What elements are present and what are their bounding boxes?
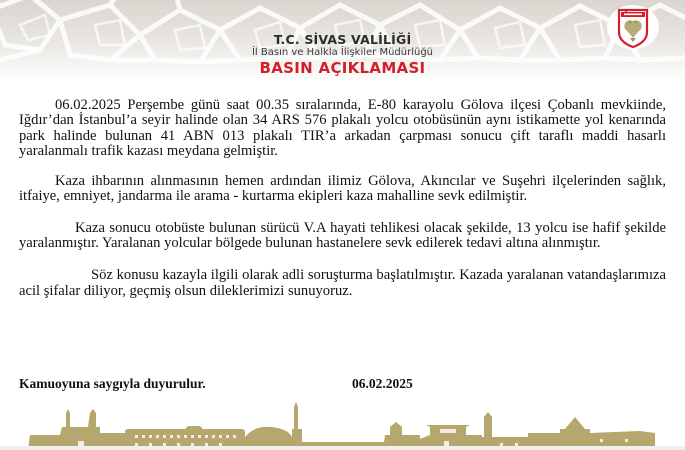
paragraph-line: Çobanlı mevkiinde, Iğdır’dan İstanbul’a seyir halinde olan 34 ARS 576 plakalı <box>19 97 666 129</box>
paragraph-emergency-response <box>19 174 666 205</box>
sivas-city-skyline-icon <box>0 395 685 450</box>
paragraph-line: yolcu otobüsünün aynı istikamette yol kenarında park halinde bulunan 41 ABN <box>19 112 666 144</box>
sivas-valiligi-crest-icon <box>606 4 660 50</box>
paragraph-line: sunuyoruz. <box>287 282 353 299</box>
footer-divider <box>0 446 685 450</box>
document-type-title: BASIN AÇIKLAMASI <box>259 59 426 77</box>
paragraph-injuries <box>19 221 666 252</box>
paragraph-line: hastanelere sevk edilerek tedavi altına alınmıştır. <box>316 235 601 252</box>
closing-line <box>19 376 666 392</box>
paragraph-line: 06.02.2025 Perşembe günü saat 00.35 sıralarında, E-80 karayolu Gölova ilçesi <box>55 97 542 113</box>
paragraph-accident-details <box>19 98 666 159</box>
paragraph-line: Kaza ihbarının alınmasının hemen ardından ilimiz Gölova, Akıncılar ve Suşehri <box>55 173 546 190</box>
paragraph-line: mahalline sevk edilmiştir. <box>376 188 528 205</box>
paragraph-investigation <box>19 268 666 299</box>
press-release-body <box>19 98 666 299</box>
institution-title: T.C. SİVAS VALİLİĞİ <box>273 32 412 47</box>
department-subtitle: İl Basın ve Halkla İlişkiler Müdürlüğü <box>251 47 434 58</box>
paragraph-line: ilçelerinden sağlık, itfaiye, emniyet, jandarma ile arama - kurtarma ekipleri kaza <box>19 173 666 205</box>
paragraph-line: yaralanan vatandaşlarımıza acil şifalar diliyor, geçmiş olsun dileklerimizi <box>19 267 666 299</box>
closing-statement: Kamuoyuna saygıyla duyurulur. <box>19 376 206 391</box>
paragraph-line: 013 plakalı TIR’a arkadan çarpması sonucu çift taraflı maddi hasarlı yaralanmalı <box>19 127 666 159</box>
closing-date: 06.02.2025 <box>352 376 413 391</box>
paragraph-line: Söz konusu kazayla ilgili olarak adli soruşturma başlatılmıştır. Kazada <box>91 267 503 284</box>
paragraph-line: Kaza sonucu otobüste bulunan sürücü V.A hayati tehlikesi olacak şekilde, 13 <box>75 219 531 236</box>
paragraph-line: yolcu ise hafif şekilde yaralanmıştır. Yaralanan yolcular bölgede bulunan <box>19 219 666 252</box>
paragraph-line: trafik kazası meydana gelmiştir. <box>91 142 278 159</box>
